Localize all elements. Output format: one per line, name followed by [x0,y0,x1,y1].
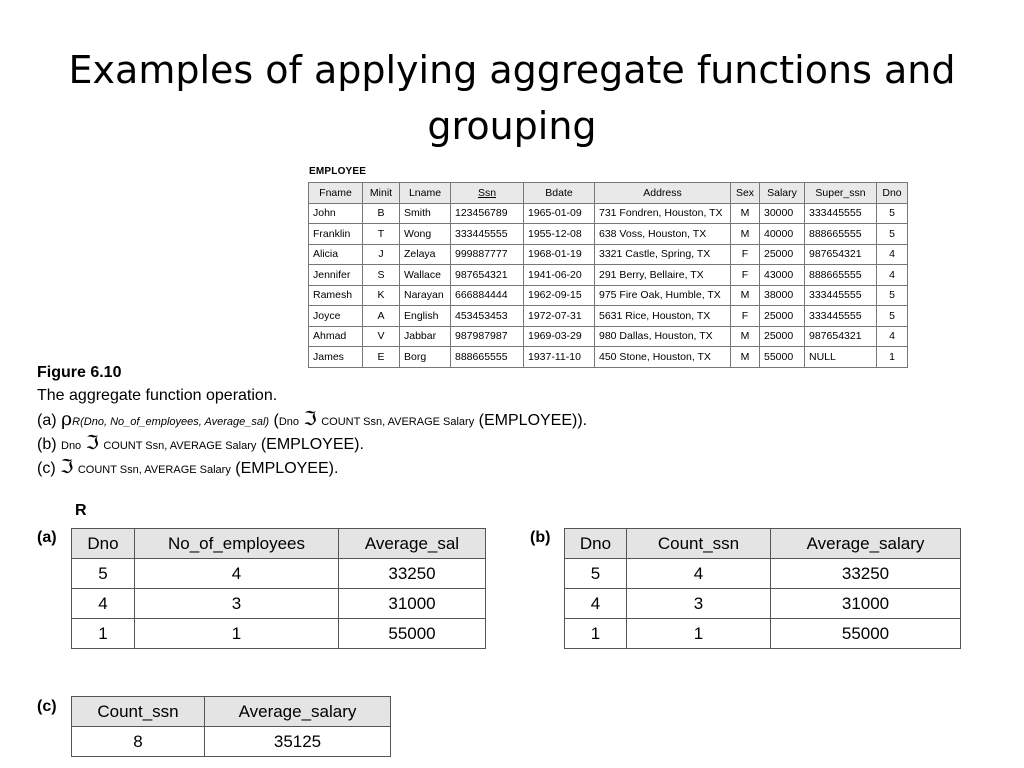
result-c-header-row [72,697,391,727]
table-cell: 5 [565,559,627,589]
column-header-dno: Dno [565,529,627,559]
table-cell: 5 [877,224,908,245]
table-cell: Narayan [400,285,451,306]
operation-c [37,456,338,478]
table-cell: 1 [627,619,771,649]
column-header-ssn: Ssn [451,183,524,204]
operation-b [37,432,364,454]
relation-operand: (EMPLOYEE). [230,460,339,477]
table-cell: F [731,306,760,327]
table-cell: 1955-12-08 [524,224,595,245]
table-cell: 975 Fire Oak, Humble, TX [595,285,731,306]
table-cell: 40000 [760,224,805,245]
table-cell: 5 [877,285,908,306]
table-cell: M [731,347,760,368]
column-header-dno: Dno [72,529,135,559]
column-header-dno: Dno [877,183,908,204]
grouping-attribute: Dno [61,440,82,452]
function-list: COUNT Ssn, AVERAGE Salary [103,440,257,452]
table-cell: 333445555 [805,285,877,306]
column-header-count-ssn: Count_ssn [72,697,205,727]
table-row [309,347,908,368]
table-cell: 987654321 [805,326,877,347]
column-header-address: Address [595,183,731,204]
table-cell: 3 [135,589,339,619]
result-a-body [72,559,486,649]
table-cell: 4 [135,559,339,589]
table-cell: 333445555 [451,224,524,245]
table-row [309,326,908,347]
table-cell: E [363,347,400,368]
table-cell: Zelaya [400,244,451,265]
table-cell: 999887777 [451,244,524,265]
function-list: COUNT Ssn, AVERAGE Salary [77,464,231,476]
table-cell: Wong [400,224,451,245]
column-header-average-sal: Average_sal [339,529,486,559]
result-b-header-row [565,529,961,559]
table-cell: Borg [400,347,451,368]
table-row [309,244,908,265]
employee-table-body [309,203,908,367]
table-cell: 33250 [339,559,486,589]
table-cell: 291 Berry, Bellaire, TX [595,265,731,286]
table-row [309,265,908,286]
result-c-table [71,696,391,757]
table-cell: Ramesh [309,285,363,306]
table-cell: 987987987 [451,326,524,347]
table-row [72,589,486,619]
table-cell: 1 [877,347,908,368]
column-header-average-salary: Average_salary [205,697,391,727]
table-cell: 35125 [205,727,391,757]
column-header-fname: Fname [309,183,363,204]
table-cell: 3 [627,589,771,619]
table-cell: Franklin [309,224,363,245]
figure-description: The aggregate function operation. [37,387,278,404]
table-cell: 30000 [760,203,805,224]
table-cell: 453453453 [451,306,524,327]
operation-b-prefix: (b) [37,436,61,453]
table-cell: 43000 [760,265,805,286]
table-cell: 1 [135,619,339,649]
table-cell: 123456789 [451,203,524,224]
table-cell: M [731,326,760,347]
table-cell: James [309,347,363,368]
table-cell: Jabbar [400,326,451,347]
grouping-attribute: Dno [278,416,300,428]
table-cell: English [400,306,451,327]
table-row [309,224,908,245]
operation-c-prefix: (c) [37,460,61,477]
table-cell: 888665555 [805,224,877,245]
result-b-marker: (b) [530,529,551,546]
table-cell: V [363,326,400,347]
operation-a [37,408,587,430]
table-cell: 31000 [339,589,486,619]
column-header-bdate: Bdate [524,183,595,204]
employee-table [308,182,908,368]
table-row [309,306,908,327]
table-cell: 987654321 [451,265,524,286]
table-cell: J [363,244,400,265]
result-a-table [71,528,486,649]
column-header-salary: Salary [760,183,805,204]
result-b-table [564,528,961,649]
aggregate-symbol: ℑ [303,408,317,430]
table-cell: 1965-01-09 [524,203,595,224]
table-cell: 4 [877,244,908,265]
table-cell: 5 [877,203,908,224]
table-cell: Wallace [400,265,451,286]
table-cell: Alicia [309,244,363,265]
table-cell: Joyce [309,306,363,327]
table-cell: 33250 [771,559,961,589]
table-cell: 333445555 [805,306,877,327]
table-cell: 888665555 [805,265,877,286]
table-cell: 987654321 [805,244,877,265]
table-cell: 25000 [760,306,805,327]
table-cell: 4 [565,589,627,619]
table-row [309,285,908,306]
aggregate-symbol: ℑ [60,456,74,478]
table-cell: K [363,285,400,306]
column-header-super-ssn: Super_ssn [805,183,877,204]
table-cell: 1968-01-19 [524,244,595,265]
column-header-lname: Lname [400,183,451,204]
table-cell: 31000 [771,589,961,619]
table-cell: 888665555 [451,347,524,368]
result-c-marker: (c) [37,698,57,715]
table-row [565,619,961,649]
table-cell: Jennifer [309,265,363,286]
table-cell: S [363,265,400,286]
table-row [565,559,961,589]
table-cell: John [309,203,363,224]
table-cell: 5 [72,559,135,589]
slide-title: Examples of applying aggregate functions and grouping [68,48,956,148]
table-cell: 1941-06-20 [524,265,595,286]
function-list: COUNT Ssn, AVERAGE Salary [321,416,475,428]
table-cell: 4 [877,326,908,347]
table-cell: 25000 [760,326,805,347]
table-cell: 5 [877,306,908,327]
aggregate-symbol: ℑ [85,432,99,454]
table-cell: 38000 [760,285,805,306]
table-cell: 25000 [760,244,805,265]
table-cell: 1969-03-29 [524,326,595,347]
table-cell: A [363,306,400,327]
table-cell: 1972-07-31 [524,306,595,327]
table-cell: M [731,224,760,245]
employee-table-caption: EMPLOYEE [309,166,367,177]
table-cell: 4 [877,265,908,286]
relation-operand: (EMPLOYEE)). [474,412,588,429]
table-row [72,559,486,589]
table-cell: 731 Fondren, Houston, TX [595,203,731,224]
result-a-marker: (a) [37,529,57,546]
table-cell: B [363,203,400,224]
open-paren: ( [269,412,279,429]
table-cell: 450 Stone, Houston, TX [595,347,731,368]
table-row [72,727,391,757]
result-c-body [72,727,391,757]
table-cell: 1 [72,619,135,649]
table-cell: 3321 Castle, Spring, TX [595,244,731,265]
table-cell: F [731,244,760,265]
employee-header-row [309,183,908,204]
table-cell: 4 [72,589,135,619]
table-cell: 1937-11-10 [524,347,595,368]
table-cell: 55000 [339,619,486,649]
table-cell: 5631 Rice, Houston, TX [595,306,731,327]
table-cell: M [731,203,760,224]
table-cell: 1962-09-15 [524,285,595,306]
table-cell: 8 [72,727,205,757]
table-cell: 638 Voss, Houston, TX [595,224,731,245]
table-cell: 55000 [771,619,961,649]
table-cell: F [731,265,760,286]
column-header-sex: Sex [731,183,760,204]
column-header-average-salary: Average_salary [771,529,961,559]
table-cell: NULL [805,347,877,368]
result-a-header-row [72,529,486,559]
table-row [309,203,908,224]
table-row [565,589,961,619]
table-cell: 1 [565,619,627,649]
table-cell: Smith [400,203,451,224]
result-b-body [565,559,961,649]
rename-list: R(Dno, No_of_employees, Average_sal) [72,416,270,428]
result-a-relation-name: R [75,502,87,519]
table-cell: 55000 [760,347,805,368]
column-header-count-ssn: Count_ssn [627,529,771,559]
column-header-minit: Minit [363,183,400,204]
table-cell: 333445555 [805,203,877,224]
figure-label: Figure 6.10 [37,364,122,381]
table-cell: M [731,285,760,306]
table-row [72,619,486,649]
table-cell: T [363,224,400,245]
table-cell: Ahmad [309,326,363,347]
table-cell: 4 [627,559,771,589]
operation-a-prefix: (a) [37,412,61,429]
table-cell: 666884444 [451,285,524,306]
rho-symbol: ρ [61,408,73,430]
column-header-no-of-employees: No_of_employees [135,529,339,559]
relation-operand: (EMPLOYEE). [256,436,364,453]
table-cell: 980 Dallas, Houston, TX [595,326,731,347]
